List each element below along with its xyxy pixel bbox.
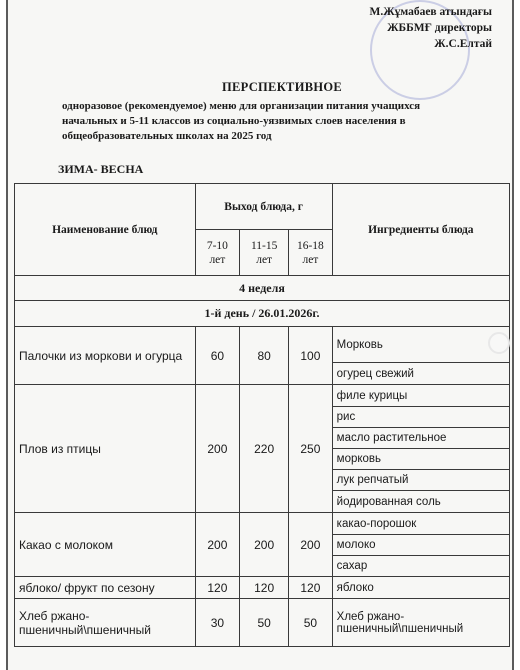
approval-block: [369, 4, 492, 52]
ingredient: какао-порошок: [332, 513, 509, 535]
ingredient: морковь: [332, 449, 509, 470]
header-age-2: 11-15 лет: [240, 230, 289, 276]
ingredient: яблоко: [332, 577, 509, 599]
grams-age-1: 120: [195, 577, 240, 599]
document-heading: ПЕРСПЕКТИВНОЕ: [221, 80, 343, 94]
table-row: [15, 577, 510, 599]
grams-age-3: 50: [289, 599, 333, 647]
grams-age-3: 100: [289, 327, 333, 385]
grams-age-2: 220: [240, 385, 289, 513]
subtitle-line-1: одноразовое (рекомендуемое) меню для организации питания учащихся: [62, 100, 421, 112]
approval-line-1: М.Жұмабаев атындағы: [369, 6, 492, 18]
ingredient: сахар: [332, 556, 509, 577]
grams-age-1: 200: [195, 385, 240, 513]
season-label: ЗИМА- ВЕСНА: [58, 162, 144, 176]
dish-name: Плов из птицы: [15, 385, 196, 513]
ingredient: лук репчатый: [332, 470, 509, 491]
grams-age-2: 80: [240, 327, 289, 385]
table-row: [15, 513, 510, 535]
day-label: 1-й день / 26.01.2026г.: [15, 301, 510, 327]
grams-age-3: 200: [289, 513, 333, 577]
table-row: [15, 385, 510, 407]
ingredient: огурец свежий: [332, 363, 509, 385]
dish-name: яблоко/ фрукт по сезону: [15, 577, 196, 599]
ingredient: Хлеб ржано-пшеничный\пшеничный: [332, 599, 509, 647]
grams-age-1: 200: [195, 513, 240, 577]
approval-line-3: Ж.С.Елтай: [434, 38, 492, 50]
ingredient: рис: [332, 407, 509, 428]
grams-age-3: 250: [289, 385, 333, 513]
week-label: 4 неделя: [15, 276, 510, 301]
approval-line-2: ЖББМҒ директоры: [387, 22, 492, 34]
grams-age-2: 200: [240, 513, 289, 577]
ingredient: йодированная соль: [332, 491, 509, 513]
document-subtitle: [62, 99, 502, 144]
header-age-3: 16-18 лет: [289, 230, 333, 276]
carousel-indicator-icon: [488, 332, 510, 354]
subtitle-line-2: начальных и 5-11 классов из социально-уязвимых слоев населения в: [62, 115, 406, 127]
menu-table: [14, 183, 510, 647]
subtitle-line-3: общеобразовательных школах на 2025 год: [62, 130, 272, 142]
table-row: [15, 327, 510, 363]
table-row: [15, 599, 510, 647]
ingredient: молоко: [332, 535, 509, 556]
grams-age-2: 120: [240, 577, 289, 599]
header-dish-name: Наименование блюд: [15, 184, 196, 276]
grams-age-1: 60: [195, 327, 240, 385]
header-ingredients: Ингредиенты блюда: [332, 184, 509, 276]
grams-age-3: 120: [289, 577, 333, 599]
ingredient: Морковь: [332, 327, 509, 363]
ingredient: масло растительное: [332, 428, 509, 449]
header-output: Выход блюда, г: [195, 184, 332, 230]
dish-name: Палочки из моркови и огурца: [15, 327, 196, 385]
dish-name: Хлеб ржано-пшеничный\пшеничный: [15, 599, 196, 647]
grams-age-2: 50: [240, 599, 289, 647]
header-age-1: 7-10 лет: [195, 230, 240, 276]
ingredient: филе курицы: [332, 385, 509, 407]
grams-age-1: 30: [195, 599, 240, 647]
dish-name: Какао с молоком: [15, 513, 196, 577]
